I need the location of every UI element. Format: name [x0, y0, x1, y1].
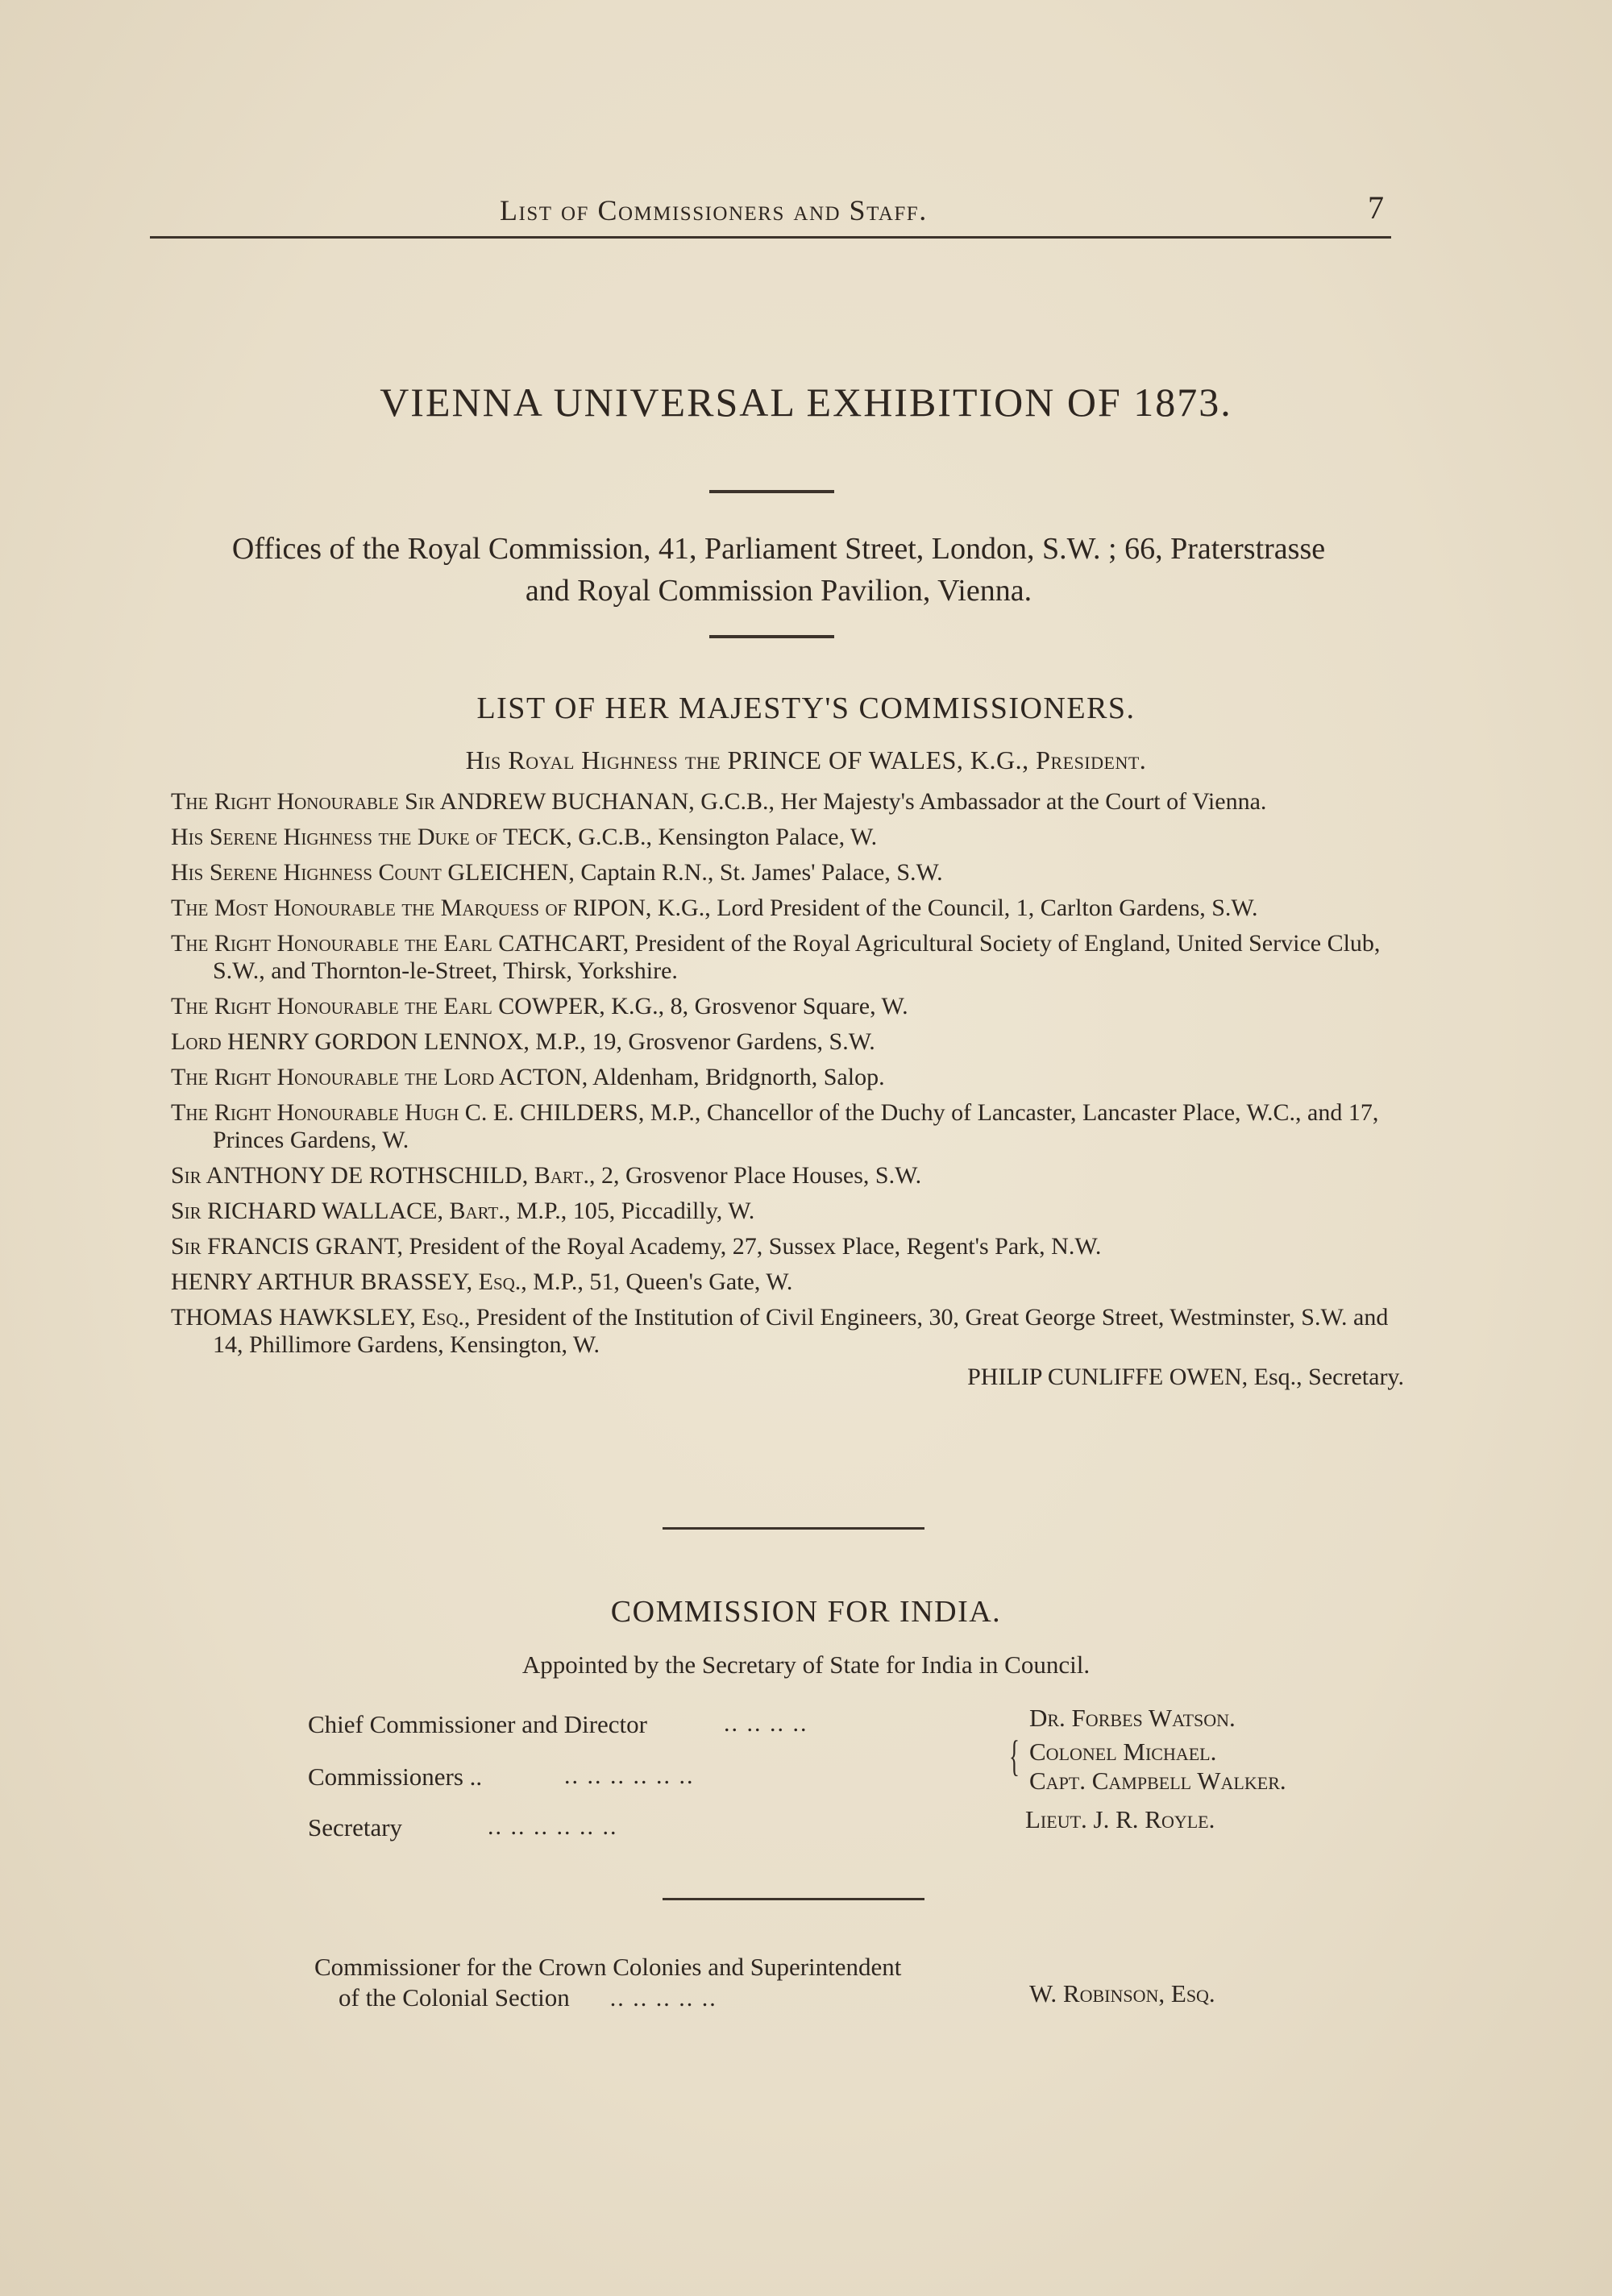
- commissioner-entry: His Serene Highness Count GLEICHEN, Captain R.N., St. James' Palace, S.W.: [171, 859, 943, 886]
- offices-paragraph: [150, 528, 1407, 612]
- india-role-secretary: Secretary: [308, 1813, 403, 1841]
- offices-line-1: Offices of the Royal Commission, 41, Parliament Street, London, S.W. ; 66, Praterstrasse: [231, 532, 1326, 566]
- secretary-line: PHILIP CUNLIFFE OWEN, Esq., Secretary.: [967, 1364, 1404, 1390]
- india-name-commissioner-1: Colonel Michael.: [1029, 1738, 1217, 1766]
- india-rule: [663, 1898, 924, 1900]
- india-role-chief: Chief Commissioner and Director: [308, 1710, 647, 1738]
- exhibition-title: VIENNA UNIVERSAL EXHIBITION OF 1873.: [380, 380, 1232, 425]
- offices-rule: [709, 635, 834, 638]
- commissioners-heading: LIST OF HER MAJESTY'S COMMISSIONERS.: [476, 691, 1136, 725]
- running-header: List of Commissioners and Staff.: [500, 194, 928, 226]
- commissioners-list: [171, 788, 1404, 1399]
- commissioners-rule: [663, 1527, 924, 1530]
- commissioner-entry: Sir FRANCIS GRANT, President of the Royal Academy, 27, Sussex Place, Regent's Park, N.W.: [171, 1233, 1102, 1260]
- india-subheading: Appointed by the Secretary of State for India in Council.: [521, 1650, 1091, 1679]
- commissioner-entry: Lord HENRY GORDON LENNOX, M.P., 19, Grosvenor Gardens, S.W.: [171, 1028, 875, 1055]
- header-rule: [150, 236, 1391, 239]
- india-name-commissioner-2: Capt. Campbell Walker.: [1029, 1767, 1286, 1795]
- india-heading: COMMISSION FOR INDIA.: [610, 1595, 1002, 1629]
- offices-line-2: and Royal Commission Pavilion, Vienna.: [525, 574, 1032, 608]
- crown-colonies-name: W. Robinson, Esq.: [1029, 1979, 1215, 2007]
- commissioner-entry: The Right Honourable the Earl CATHCART, President of the Royal Agricultural Society of England, United Service Club, S.W., and Thornton-le-Street, Thirsk, Yorkshire.: [171, 930, 1381, 984]
- commissioner-entry: The Most Honourable the Marquess of RIPON, K.G., Lord President of the Council, 1, Carlton Gardens, S.W.: [171, 895, 1258, 921]
- commissioner-entry: Sir ANTHONY DE ROTHSCHILD, Bart., 2, Grosvenor Place Houses, S.W.: [171, 1162, 922, 1189]
- crown-role-line-2: of the Colonial Section: [339, 1983, 570, 2012]
- crown-colonies-role: [314, 1952, 901, 2014]
- india-name-secretary: Lieut. J. R. Royle.: [1025, 1805, 1215, 1833]
- commissioner-entry: Sir RICHARD WALLACE, Bart., M.P., 105, Piccadilly, W.: [171, 1198, 755, 1224]
- commissioner-entry: HENRY ARTHUR BRASSEY, Esq., M.P., 51, Queen's Gate, W.: [171, 1268, 793, 1295]
- commissioner-entry: The Right Honourable the Earl COWPER, K.G., 8, Grosvenor Square, W.: [171, 993, 908, 1019]
- title-rule: [709, 490, 834, 493]
- india-dots-secretary: .. .. .. .. .. ..: [488, 1813, 618, 1840]
- india-dots-chief: .. .. .. ..: [724, 1710, 808, 1737]
- india-role-commissioners: Commissioners ..: [308, 1762, 483, 1791]
- commissioner-entry: The Right Honourable the Lord ACTON, Aldenham, Bridgnorth, Salop.: [171, 1064, 885, 1090]
- brace-icon: {: [1009, 1732, 1020, 1780]
- commissioner-entry: The Right Honourable Hugh C. E. CHILDERS, M.P., Chancellor of the Duchy of Lancaster, Lancaster Place, W.C., and 17, Princes Gardens, W.: [171, 1099, 1379, 1153]
- president-line: His Royal Highness the PRINCE OF WALES, K.G., President.: [465, 745, 1147, 774]
- page-number: 7: [1368, 189, 1384, 226]
- commissioner-entry: THOMAS HAWKSLEY, Esq., President of the Institution of Civil Engineers, 30, Great George Street, Westminster, S.W. and 14, Phillimore Gardens, Kensington, W.: [171, 1304, 1389, 1358]
- crown-role-line-1: Commissioner for the Crown Colonies and Superintendent: [314, 1953, 902, 1981]
- commissioner-entry: His Serene Highness the Duke of TECK, G.C.B., Kensington Palace, W.: [171, 824, 878, 850]
- india-name-chief: Dr. Forbes Watson.: [1029, 1704, 1236, 1732]
- india-dots-commissioners: .. .. .. .. .. ..: [564, 1762, 695, 1789]
- commissioner-entry: The Right Honourable Sir ANDREW BUCHANAN, G.C.B., Her Majesty's Ambassador at the Court of Vienna.: [171, 788, 1267, 815]
- crown-dots: .. .. .. .. ..: [609, 1985, 717, 2012]
